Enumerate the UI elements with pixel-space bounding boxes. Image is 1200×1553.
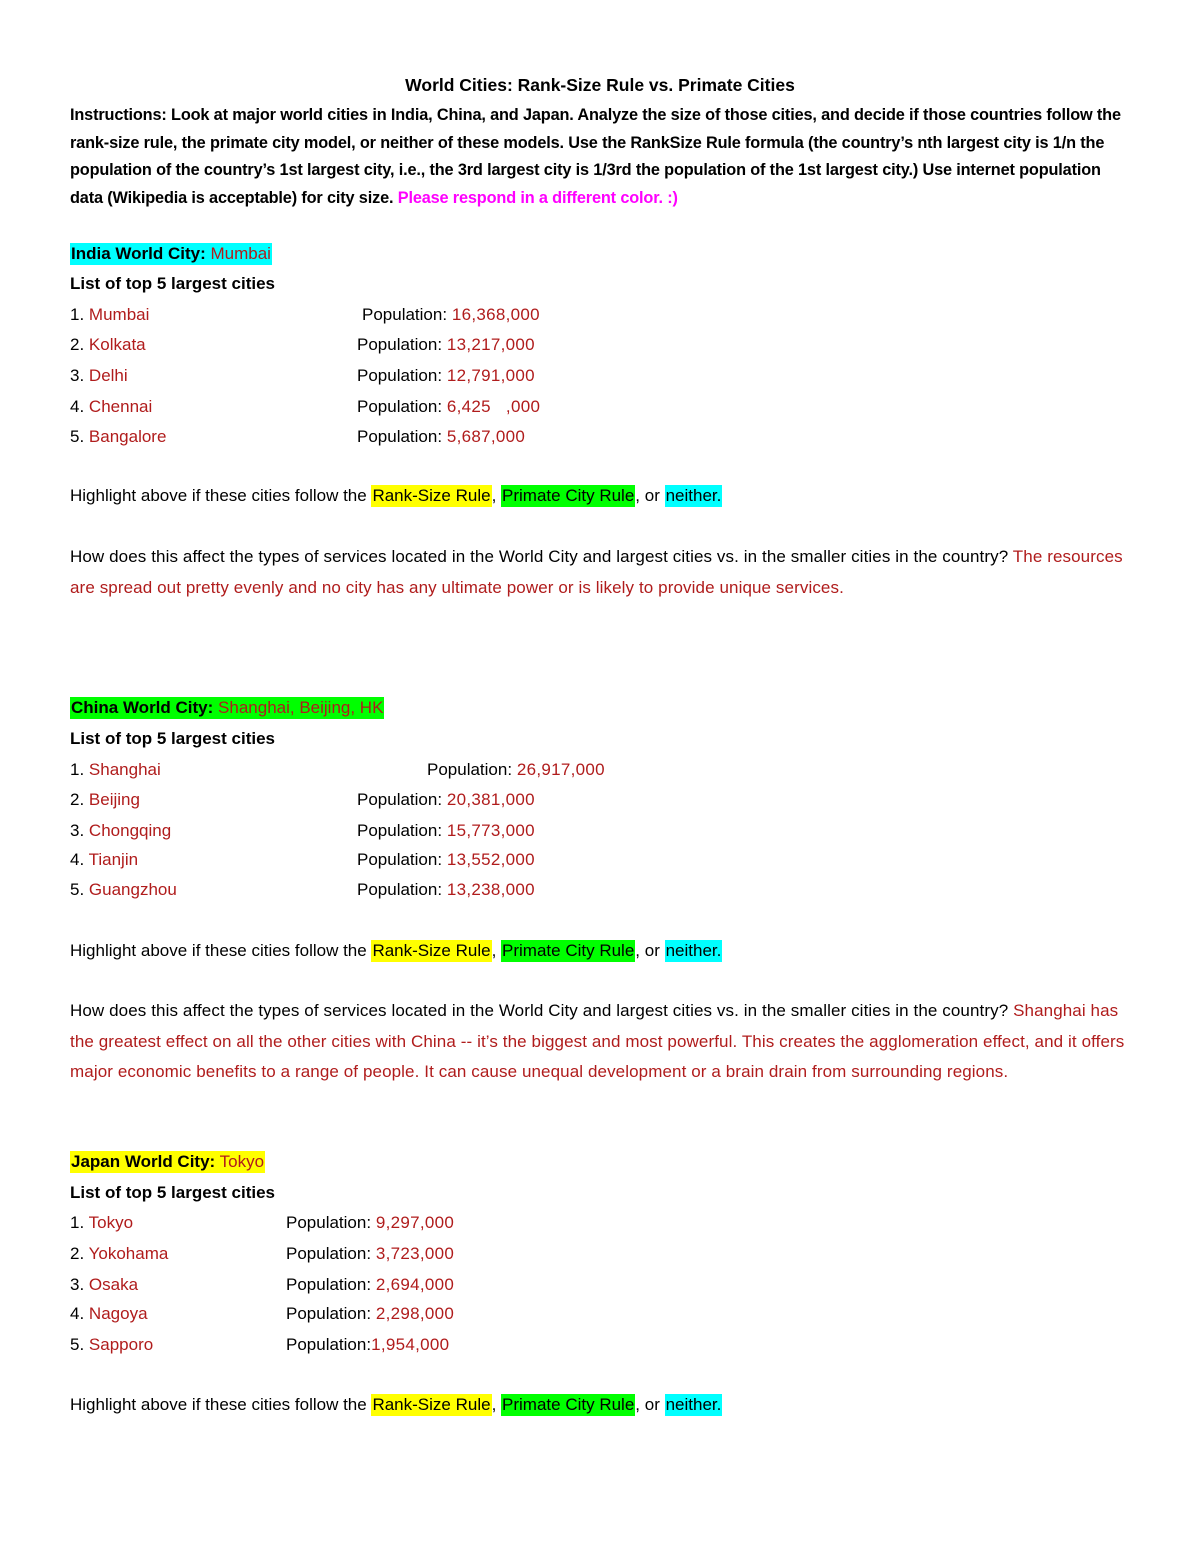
india-world-city: Mumbai xyxy=(210,244,271,263)
china-pop-4 xyxy=(357,849,535,871)
comma: , xyxy=(491,486,497,505)
population-value: 26,917,000 xyxy=(516,760,605,779)
india-label: India World City: xyxy=(71,244,206,263)
population-value: 6,425 ,000 xyxy=(446,397,541,416)
population-label: Population: xyxy=(357,880,443,899)
japan-city-2 xyxy=(70,1243,168,1265)
china-city-4 xyxy=(70,849,138,871)
india-pop-3 xyxy=(357,365,535,387)
japan-pop-3 xyxy=(286,1274,454,1296)
china-pop-3 xyxy=(357,820,535,842)
city-name: Mumbai xyxy=(88,305,150,324)
highlight-prefix: Highlight above if these cities follow the xyxy=(70,486,372,505)
population-value: 20,381,000 xyxy=(446,790,535,809)
city-name: Tianjin xyxy=(88,850,139,869)
india-pop-1 xyxy=(362,304,540,326)
population-value: 13,217,000 xyxy=(446,335,535,354)
population-label: Population: xyxy=(286,1304,372,1323)
india-pop-2 xyxy=(357,334,535,356)
city-name: Chennai xyxy=(88,397,153,416)
primate-option: Primate City Rule xyxy=(502,941,635,960)
city-num: 4. xyxy=(70,397,85,416)
population-label: Population: xyxy=(357,790,443,809)
japan-list-heading: List of top 5 largest cities xyxy=(70,1183,275,1202)
india-pop-4 xyxy=(357,396,540,418)
city-name: Chongqing xyxy=(88,821,172,840)
population-value: 13,238,000 xyxy=(446,880,535,899)
population-label: Population: xyxy=(286,1213,372,1232)
neither-option: neither. xyxy=(665,941,722,960)
city-name: Kolkata xyxy=(88,335,146,354)
city-num: 1. xyxy=(70,305,85,324)
city-num: 2. xyxy=(70,790,85,809)
city-num: 2. xyxy=(70,335,85,354)
china-highlight-line xyxy=(70,940,722,962)
india-city-2 xyxy=(70,334,146,356)
population-label: Population: xyxy=(427,760,513,779)
population-value: 2,298,000 xyxy=(375,1304,455,1323)
instructions-text: Instructions: Look at major world cities in India, China, and Japan. Analyze the size of those cities, and decide if those countries follow the rank-size rule, the primate city model, or neither of these models. Use the RankSize Rule formula (the country’s nth largest city is 1/n the population of the country’s 1st largest city, i.e., the 3rd largest city is 1/3rd the population of the 1st largest city.) Use internet population data (Wikipedia is acceptable) for city size. xyxy=(70,106,1121,207)
population-label: Population: xyxy=(357,821,443,840)
population-value: 13,552,000 xyxy=(446,850,535,869)
or-text: , or xyxy=(635,486,665,505)
china-list-heading: List of top 5 largest cities xyxy=(70,729,275,748)
neither-option: neither. xyxy=(665,1395,722,1414)
city-num: 5. xyxy=(70,427,85,446)
japan-city-4 xyxy=(70,1303,148,1325)
highlight-prefix: Highlight above if these cities follow the xyxy=(70,941,372,960)
population-value: 15,773,000 xyxy=(446,821,535,840)
india-city-4 xyxy=(70,396,152,418)
city-name: Beijing xyxy=(88,790,140,809)
japan-heading xyxy=(70,1151,265,1173)
city-num: 4. xyxy=(70,1304,85,1323)
china-city-1 xyxy=(70,759,161,781)
india-city-3 xyxy=(70,365,128,387)
population-label: Population: xyxy=(357,427,443,446)
china-answer: Shanghai has the greatest effect on all the other cities with China -- it’s the biggest and most powerful. This creates the agglomeration effect, and it offers major economic benefits to a range of people. It can cause unequal development or a brain drain from surrounding regions. xyxy=(70,1001,1125,1081)
population-value: 3,723,000 xyxy=(375,1244,455,1263)
china-heading-highlight xyxy=(70,697,384,719)
page-title: World Cities: Rank-Size Rule vs. Primate Cities xyxy=(405,75,795,95)
question-text: How does this affect the types of services located in the World City and largest cities vs. in the smaller cities in the country? xyxy=(70,1001,1009,1020)
primate-option: Primate City Rule xyxy=(502,1395,635,1414)
population-value: 16,368,000 xyxy=(451,305,540,324)
japan-world-city: Tokyo xyxy=(219,1152,265,1171)
rank-size-option: Rank-Size Rule xyxy=(372,486,491,505)
primate-option: Primate City Rule xyxy=(502,486,635,505)
india-city-1 xyxy=(70,304,149,326)
population-label: Population: xyxy=(357,850,443,869)
china-city-3 xyxy=(70,820,171,842)
city-name: Shanghai xyxy=(88,760,161,779)
city-name: Bangalore xyxy=(88,427,167,446)
city-num: 1. xyxy=(70,760,85,779)
or-text: , or xyxy=(635,1395,665,1414)
population-label: Population: xyxy=(357,335,443,354)
city-num: 1. xyxy=(70,1213,85,1232)
city-num: 2. xyxy=(70,1244,85,1263)
population-value: 2,694,000 xyxy=(375,1275,455,1294)
japan-pop-1 xyxy=(286,1212,454,1234)
india-heading xyxy=(70,243,272,265)
japan-highlight-line xyxy=(70,1394,722,1416)
china-city-5 xyxy=(70,879,177,901)
india-list-heading: List of top 5 largest cities xyxy=(70,274,275,293)
population-value: 5,687,000 xyxy=(446,427,526,446)
china-city-2 xyxy=(70,789,140,811)
china-heading xyxy=(70,697,384,719)
japan-city-1 xyxy=(70,1212,133,1234)
population-label: Population: xyxy=(357,366,443,385)
population-label: Population: xyxy=(357,397,443,416)
india-pop-5 xyxy=(357,426,525,448)
city-name: Osaka xyxy=(88,1275,139,1294)
china-pop-1 xyxy=(427,759,605,781)
population-value: 9,297,000 xyxy=(375,1213,455,1232)
japan-heading-highlight xyxy=(70,1151,265,1173)
population-label: Population: xyxy=(362,305,448,324)
city-num: 3. xyxy=(70,366,85,385)
india-question xyxy=(70,542,1130,603)
city-name: Nagoya xyxy=(88,1304,148,1323)
instructions xyxy=(70,102,1130,212)
china-pop-5 xyxy=(357,879,535,901)
china-label: China World City: xyxy=(71,698,214,717)
india-highlight-line xyxy=(70,485,722,507)
japan-pop-4 xyxy=(286,1303,454,1325)
city-num: 3. xyxy=(70,821,85,840)
china-world-city: Shanghai, Beijing, HK xyxy=(218,698,384,717)
population-label: Population: xyxy=(286,1244,372,1263)
population-label: Population: xyxy=(286,1275,372,1294)
question-text: How does this affect the types of services located in the World City and largest cities vs. in the smaller cities in the country? xyxy=(70,547,1009,566)
japan-city-3 xyxy=(70,1274,138,1296)
population-value: 12,791,000 xyxy=(446,366,535,385)
china-pop-2 xyxy=(357,789,535,811)
comma: , xyxy=(491,1395,497,1414)
instructions-note: Please respond in a different color. :) xyxy=(397,188,678,207)
japan-city-5 xyxy=(70,1334,153,1356)
or-text: , or xyxy=(635,941,665,960)
japan-pop-2 xyxy=(286,1243,454,1265)
population-value: 1,954,000 xyxy=(371,1335,450,1354)
city-num: 5. xyxy=(70,880,85,899)
highlight-prefix: Highlight above if these cities follow the xyxy=(70,1395,372,1414)
population-label: Population: xyxy=(286,1335,372,1354)
india-heading-highlight xyxy=(70,243,272,265)
comma: , xyxy=(491,941,497,960)
india-city-5 xyxy=(70,426,166,448)
city-name: Sapporo xyxy=(88,1335,154,1354)
india-answer: The resources are spread out pretty evenly and no city has any ultimate power or is likely to provide unique services. xyxy=(70,547,1123,597)
rank-size-option: Rank-Size Rule xyxy=(372,941,491,960)
city-name: Tokyo xyxy=(88,1213,134,1232)
neither-option: neither. xyxy=(665,486,722,505)
city-name: Guangzhou xyxy=(88,880,177,899)
city-num: 4. xyxy=(70,850,85,869)
city-num: 3. xyxy=(70,1275,85,1294)
japan-pop-5 xyxy=(286,1334,449,1356)
rank-size-option: Rank-Size Rule xyxy=(372,1395,491,1414)
china-question xyxy=(70,996,1130,1088)
city-name: Delhi xyxy=(88,366,128,385)
city-name: Yokohama xyxy=(88,1244,169,1263)
japan-label: Japan World City: xyxy=(71,1152,216,1171)
city-num: 5. xyxy=(70,1335,85,1354)
